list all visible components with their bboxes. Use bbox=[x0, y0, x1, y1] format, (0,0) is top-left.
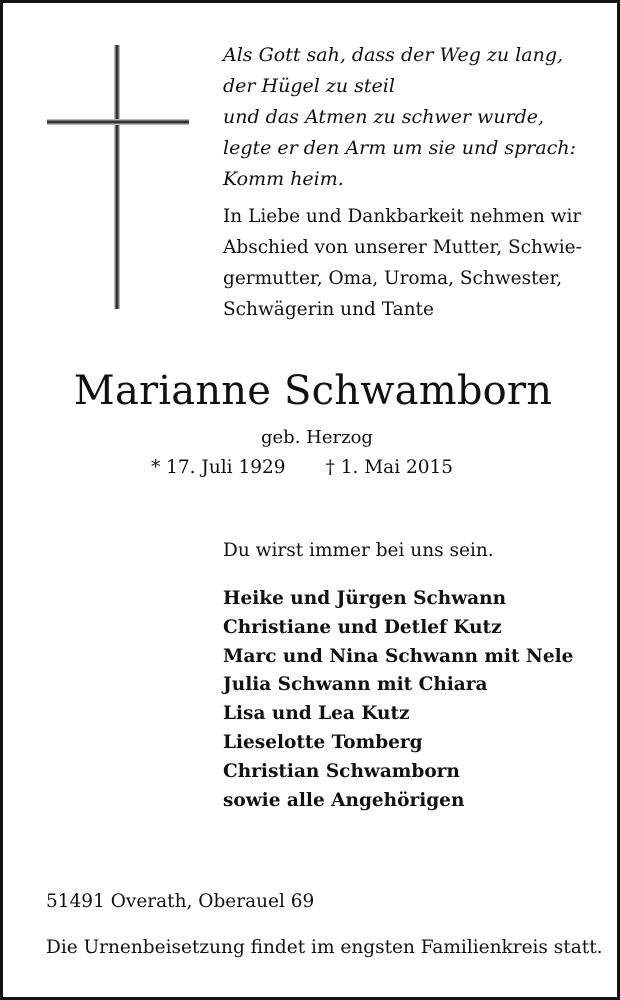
family-member: Lieselotte Tomberg bbox=[223, 731, 423, 753]
family-list bbox=[223, 585, 573, 815]
farewell-line: germutter, Oma, Uroma, Schwester, bbox=[223, 268, 563, 289]
family-member: Christiane und Detlef Kutz bbox=[223, 616, 502, 638]
family-member: Lisa und Lea Kutz bbox=[223, 703, 410, 725]
cross-icon bbox=[47, 45, 189, 309]
family-member: sowie alle Angehörigen bbox=[223, 789, 465, 811]
farewell-line: Schwägerin und Tante bbox=[223, 299, 434, 320]
farewell-text bbox=[223, 201, 593, 325]
death-date: † 1. Mai 2015 bbox=[325, 457, 454, 478]
maiden-name: geb. Herzog bbox=[261, 427, 373, 448]
poem bbox=[223, 40, 603, 195]
life-dates bbox=[151, 454, 453, 482]
family-member: Christian Schwamborn bbox=[223, 760, 460, 782]
family-member: Marc und Nina Schwann mit Nele bbox=[223, 645, 574, 667]
poem-line: Komm heim. bbox=[223, 168, 344, 190]
poem-line: der Hügel zu steil bbox=[223, 75, 395, 97]
poem-line: legte er den Arm um sie und sprach: bbox=[223, 137, 576, 159]
farewell-line: Abschied von unserer Mutter, Schwie- bbox=[223, 237, 582, 258]
address: 51491 Overath, Oberauel 69 bbox=[46, 891, 315, 912]
family-member: Heike und Jürgen Schwann bbox=[223, 588, 507, 609]
farewell-line: In Liebe und Dankbarkeit nehmen wir bbox=[223, 206, 582, 227]
poem-line: Als Gott sah, dass der Weg zu lang, bbox=[223, 44, 564, 66]
birth-date: * 17. Juli 1929 bbox=[151, 457, 286, 478]
family-member: Julia Schwann mit Chiara bbox=[223, 674, 488, 696]
memorial-message: Du wirst immer bei uns sein. bbox=[223, 540, 494, 561]
poem-line: und das Atmen zu schwer wurde, bbox=[223, 106, 545, 128]
cross-horizontal-beam bbox=[47, 119, 189, 125]
cross-vertical-beam bbox=[114, 45, 120, 309]
deceased-name: Marianne Schwamborn bbox=[73, 368, 553, 414]
burial-note: Die Urnenbeisetzung findet im engsten Familienkreis statt. bbox=[46, 937, 603, 958]
